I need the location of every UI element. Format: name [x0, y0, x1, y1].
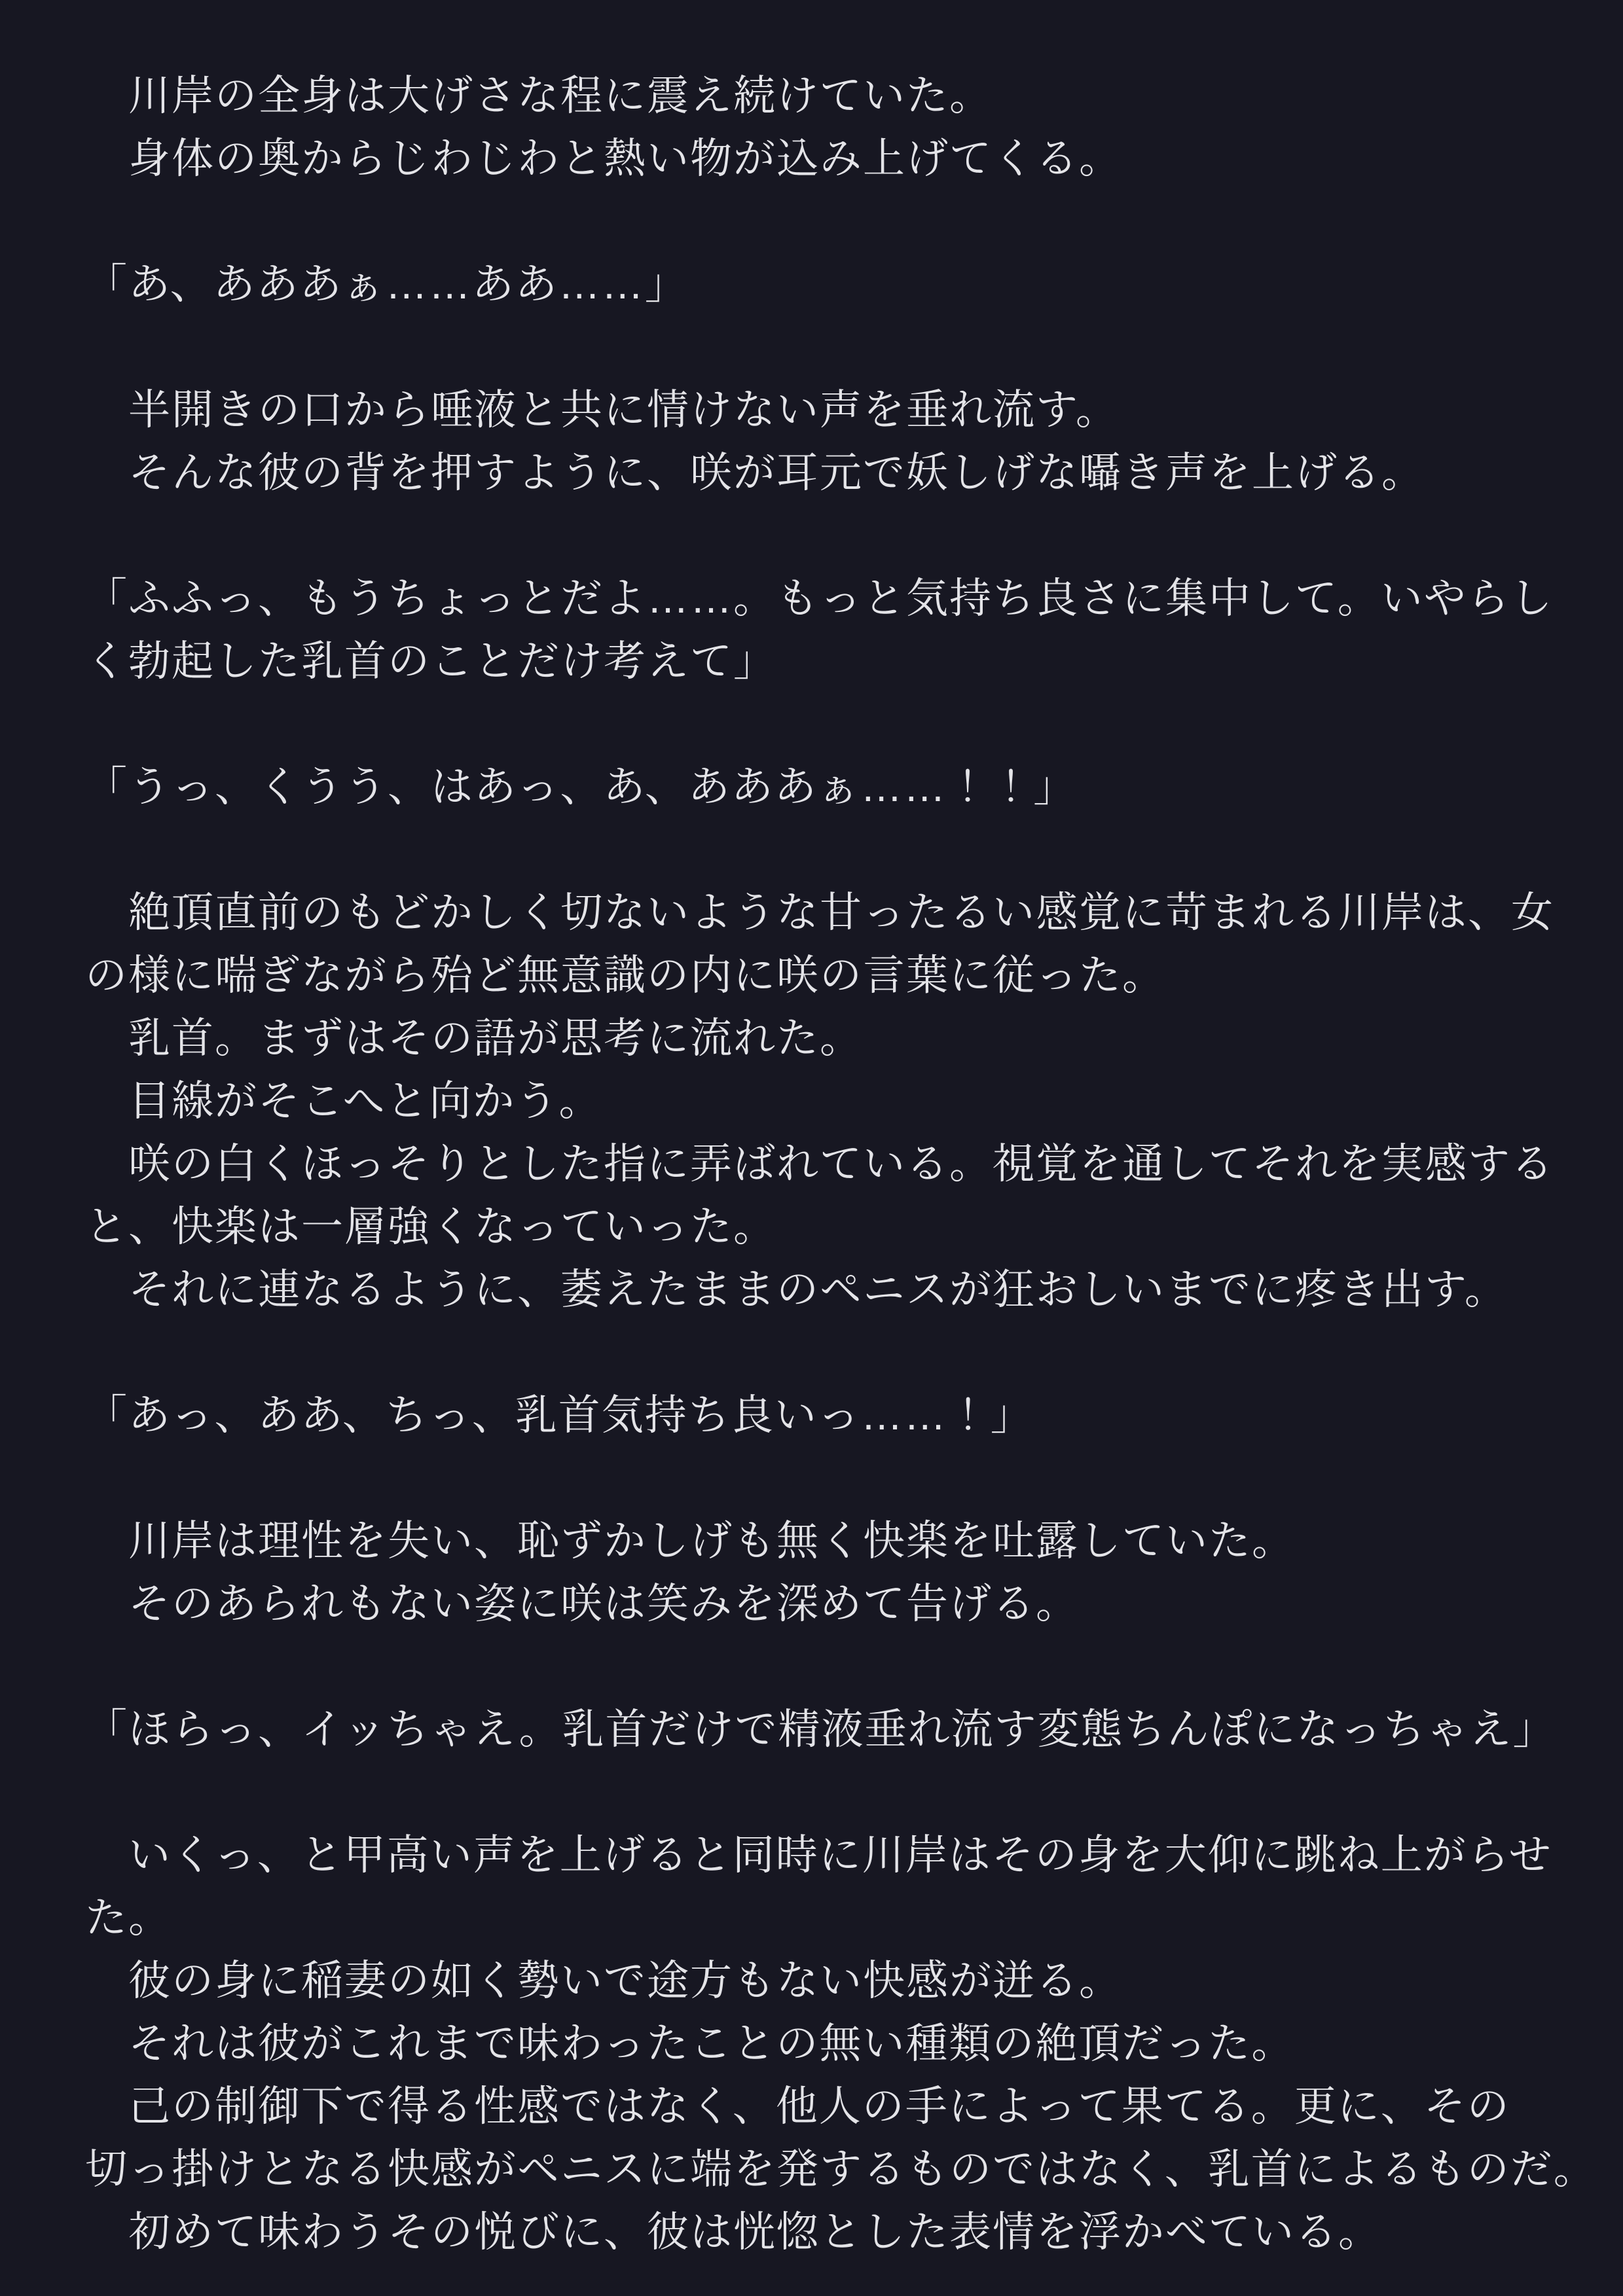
text-line: それに連なるように、萎えたままのペニスが狂おしいまでに疼き出す。: [85, 1266, 1508, 1313]
blank-line: [85, 1761, 1599, 1823]
text-line: そんな彼の背を押すように、咲が耳元で妖しげな囁き声を上げる。: [85, 449, 1425, 496]
blank-line: [85, 692, 1599, 755]
text-line: 「ふふっ、もうちょっとだよ……。もっと気持ち良さに集中して。いやらし: [85, 575, 1554, 622]
text-line: 川岸の全身は大げさな程に震え続けていた。: [85, 72, 993, 119]
text-line: く勃起した乳首のことだけ考えて」: [85, 637, 776, 685]
text-line: 絶頂直前のもどかしく切ないような甘ったるい感覚に苛まれる川岸は、女: [85, 889, 1554, 936]
text-line: と、快楽は一層強くなっていった。: [85, 1203, 776, 1250]
text-line: それは彼がこれまで味わったことの無い種類の絶頂だった。: [85, 2020, 1295, 2067]
text-line: 初めて味わうその悦びに、彼は恍惚とした表情を浮かべている。: [85, 2208, 1381, 2255]
text-line: 咲の白くほっそりとした指に弄ばれている。視覚を通してそれを実感する: [85, 1140, 1554, 1187]
text-line: 彼の身に稲妻の如く勢いで途方もない快感が迸る。: [85, 1957, 1122, 2004]
blank-line: [85, 818, 1599, 881]
text-line: の様に喘ぎながら殆ど無意識の内に咲の言葉に従った。: [85, 952, 1165, 999]
text-line: いくっ、と甲高い声を上げると同時に川岸はその身を大仰に跳ね上がらせ: [85, 1831, 1552, 1878]
blank-line: [85, 1321, 1599, 1384]
text-line: 乳首。まずはその語が思考に流れた。: [85, 1014, 863, 1062]
blank-line: [85, 504, 1599, 567]
text-line: そのあられもない姿に咲は笑みを深めて告げる。: [85, 1580, 1079, 1627]
text-line: 目線がそこへと向かう。: [85, 1077, 602, 1124]
text-lines: [85, 64, 1599, 2263]
blank-line: [85, 190, 1599, 253]
text-line: 「うっ、くうう、はあっ、あ、あああぁ……！！」: [85, 763, 1077, 810]
text-line: 「ほらっ、イッちゃえ。乳首だけで精液垂れ流す変態ちんぽになっちゃえ」: [85, 1706, 1556, 1753]
text-line: 身体の奥からじわじわと熱い物が込み上げてくる。: [85, 135, 1122, 182]
blank-line: [85, 315, 1599, 378]
text-line: 切っ掛けとなる快感がペニスに端を発するものではなく、乳首によるものだ。: [85, 2145, 1597, 2193]
text-line: 「あっ、ああ、ちっ、乳首気持ち良いっ……！」: [85, 1391, 1034, 1439]
text-line: 半開きの口から唾液と共に情けない声を垂れ流す。: [85, 386, 1119, 433]
text-line: 己の制御下で得る性感ではなく、他人の手によって果てる。更に、その: [85, 2083, 1510, 2130]
text-line: 「あ、あああぁ……ああ……」: [85, 260, 688, 308]
blank-line: [85, 1446, 1599, 1509]
text-line: た。: [85, 1894, 172, 1941]
text-line: 川岸は理性を失い、恥ずかしげも無く快楽を吐露していた。: [85, 1517, 1295, 1564]
blank-line: [85, 1635, 1599, 1698]
